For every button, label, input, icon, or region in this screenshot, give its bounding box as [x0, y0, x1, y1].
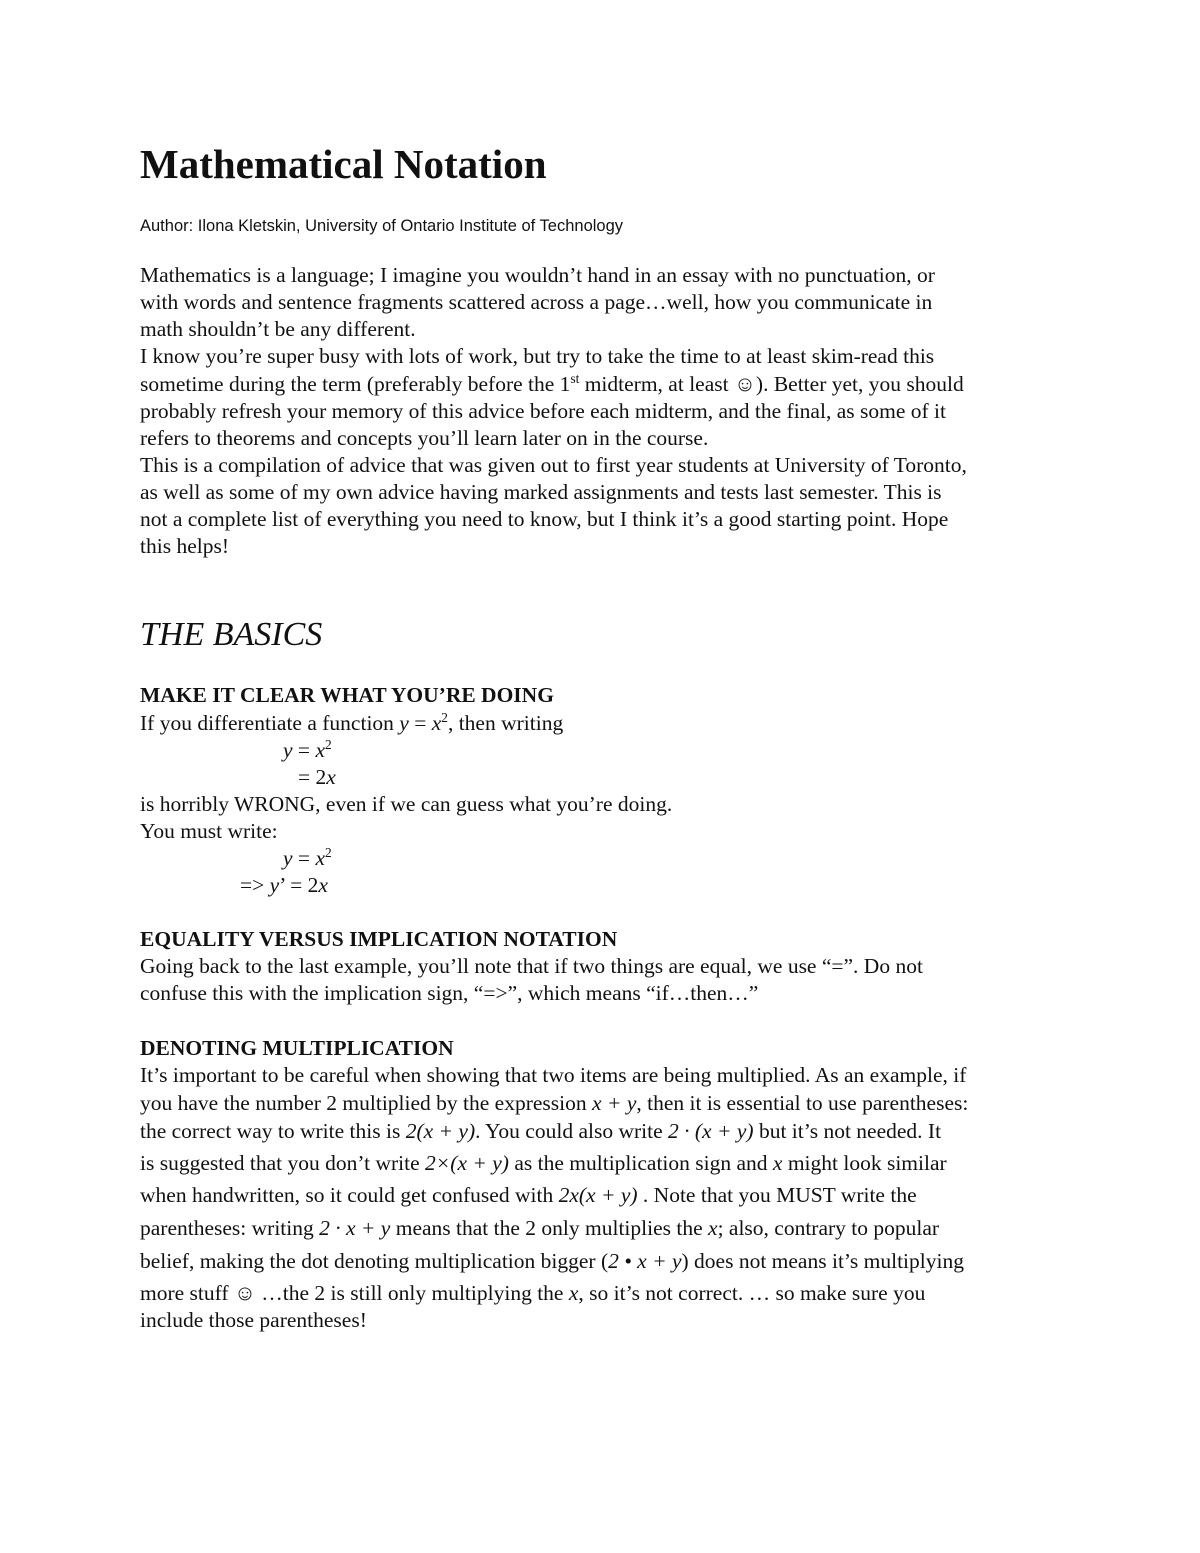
mult-line: include those parentheses!	[140, 1308, 367, 1332]
document-title: Mathematical Notation	[140, 141, 547, 187]
text: , then writing	[447, 711, 564, 735]
text: ’ = 2	[279, 873, 319, 897]
math-var: y	[399, 711, 409, 735]
math-expr: 2(x + y)	[405, 1119, 476, 1143]
text: , so it’s not correct. … so make sure you	[578, 1281, 926, 1305]
intro-line: This is a compilation of advice that was given out to first year students at University of Toronto,	[140, 453, 967, 477]
math-expr: 2 · x + y	[319, 1216, 391, 1240]
text: =	[408, 711, 432, 735]
clear-line	[140, 710, 563, 737]
mult-line	[140, 1090, 968, 1117]
text: . You could also write	[475, 1119, 669, 1143]
intro-line: as well as some of my own advice having marked assignments and tests last semester. This is	[140, 480, 942, 504]
superscript: 2	[324, 736, 332, 752]
text: but it’s not needed. It	[753, 1119, 942, 1143]
intro-line: not a complete list of everything you need to know, but I think it’s a good starting point. Hope	[140, 507, 949, 531]
superscript: st	[570, 370, 580, 386]
math-var: x	[315, 738, 325, 762]
text: parentheses: writing	[140, 1216, 320, 1240]
equation	[298, 764, 336, 791]
text: ) does not means it’s multiplying	[681, 1249, 964, 1273]
mult-line	[140, 1182, 917, 1209]
subheading-multiplication: DENOTING MULTIPLICATION	[140, 1036, 454, 1060]
text: the correct way to write this is	[140, 1119, 406, 1143]
text: belief, making the dot denoting multiplication bigger (	[140, 1249, 609, 1273]
equality-line: confuse this with the implication sign, “=>”, which means “if…then…”	[140, 981, 759, 1005]
equation	[283, 845, 332, 872]
math-expr: x + y	[592, 1091, 637, 1115]
equation	[283, 737, 332, 764]
text: , then it is essential to use parentheses:	[636, 1091, 969, 1115]
subheading-clear: MAKE IT CLEAR WHAT YOU’RE DOING	[140, 683, 554, 707]
intro-line: Mathematics is a language; I imagine you wouldn’t hand in an essay with no punctuation, or	[140, 263, 935, 287]
text: more stuff ☺ …the 2 is still only multiplying the	[140, 1281, 569, 1305]
text: =	[292, 738, 316, 762]
intro-text: midterm, at least ☺). Better yet, you should	[579, 372, 964, 396]
text: =	[292, 846, 316, 870]
intro-line: I know you’re super busy with lots of work, but try to take the time to at least skim-read this	[140, 344, 935, 368]
intro-line: this helps!	[140, 534, 229, 558]
mult-line	[140, 1280, 925, 1307]
math-var: x	[431, 711, 442, 735]
section-title: THE BASICS	[140, 616, 323, 653]
math-expr: 2 • x + y	[608, 1249, 682, 1273]
mult-line: It’s important to be careful when showing that two items are being multiplied. As an example, if	[140, 1063, 967, 1087]
math-var: y	[283, 738, 293, 762]
math-var: x	[568, 1281, 579, 1305]
text: as the multiplication sign and	[508, 1151, 773, 1175]
intro-text: sometime during the term (preferably before the 1	[140, 372, 571, 396]
math-var: x	[772, 1151, 783, 1175]
mult-line	[140, 1248, 964, 1275]
equation	[240, 872, 328, 899]
text: = 2	[298, 765, 327, 789]
math-var: x	[318, 873, 328, 897]
text: =>	[240, 873, 270, 897]
superscript: 2	[441, 709, 448, 725]
text: is suggested that you don’t write	[140, 1151, 426, 1175]
math-var: x	[708, 1216, 718, 1240]
math-expr: 2 · (x + y)	[668, 1119, 754, 1143]
text: If you differentiate a function	[140, 711, 400, 735]
math-var: y	[269, 873, 280, 897]
author-line: Author: Ilona Kletskin, University of Ontario Institute of Technology	[140, 217, 624, 235]
text: ; also, contrary to popular	[717, 1216, 940, 1240]
text: might look similar	[782, 1151, 947, 1175]
intro-line: math shouldn’t be any different.	[140, 317, 416, 341]
text: when handwritten, so it could get confused with	[140, 1183, 559, 1207]
math-expr: 2×(x + y)	[425, 1151, 509, 1175]
mult-line	[140, 1150, 947, 1177]
superscript: 2	[324, 844, 332, 860]
text: means that the 2 only multiplies the	[390, 1216, 709, 1240]
clear-line: is horribly WRONG, even if we can guess what you’re doing.	[140, 792, 673, 816]
clear-line: You must write:	[140, 819, 278, 843]
text: . Note that you MUST write the	[637, 1183, 917, 1207]
math-var: x	[326, 765, 336, 789]
mult-line	[140, 1118, 941, 1145]
math-expr: 2x(x + y)	[558, 1183, 638, 1207]
intro-line: refers to theorems and concepts you’ll learn later on in the course.	[140, 426, 709, 450]
intro-line	[140, 371, 964, 398]
mult-line	[140, 1215, 939, 1242]
intro-line: probably refresh your memory of this advice before each midterm, and the final, as some of it	[140, 399, 946, 423]
intro-line: with words and sentence fragments scattered across a page…well, how you communicate in	[140, 290, 933, 314]
math-var: x	[315, 846, 325, 870]
text: you have the number 2 multiplied by the expression	[140, 1091, 593, 1115]
equality-line: Going back to the last example, you’ll note that if two things are equal, we use “=”. Do not	[140, 954, 923, 978]
subheading-equality: EQUALITY VERSUS IMPLICATION NOTATION	[140, 927, 618, 951]
math-var: y	[283, 846, 293, 870]
